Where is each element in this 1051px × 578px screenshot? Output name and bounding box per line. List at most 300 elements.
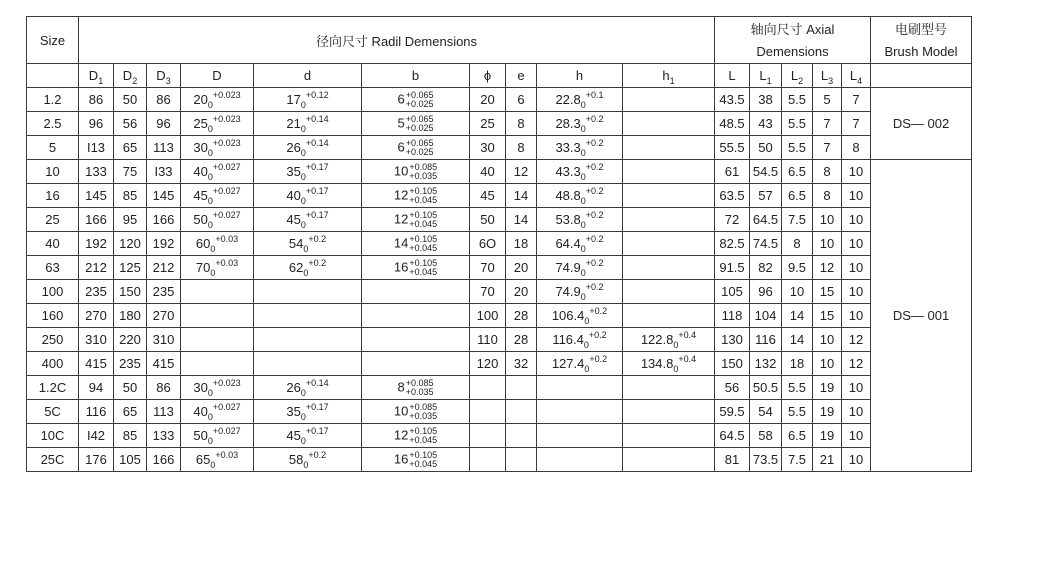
cell-l: 91.5 [715, 256, 750, 280]
cell-d1: 310 [79, 328, 114, 352]
cell-d2: 65 [114, 136, 147, 160]
tolerance-upper: +0.17 [305, 426, 329, 436]
cell-l: 72 [715, 208, 750, 232]
cell-d2: 95 [114, 208, 147, 232]
column-header-base: L [759, 68, 767, 83]
cell-l1: 58 [750, 424, 782, 448]
cell-d3: 212 [147, 256, 181, 280]
radial-dimensions-header: 径向尺寸 Radil Demensions [79, 17, 715, 64]
cell-d2: 50 [114, 376, 147, 400]
tolerance-lower-zero: 0 [300, 220, 306, 230]
tolerance-lower: +0.045 [409, 194, 438, 205]
nominal-value: 122.8 [640, 332, 674, 347]
cell-l3: 19 [813, 424, 842, 448]
cell-l1: 50.5 [750, 376, 782, 400]
cell-l1: 82 [750, 256, 782, 280]
cell-d3: 86 [147, 88, 181, 112]
tolerance-lower-zero: 0 [300, 124, 306, 134]
tolerance-upper: +0.065 [405, 137, 434, 148]
cell-d1: 86 [79, 88, 114, 112]
tolerance-upper: +0.105 [409, 257, 438, 268]
tolerance-lower-zero: 0 [300, 436, 306, 446]
table-row [27, 448, 972, 472]
cell-h1 [623, 376, 715, 400]
nominal-value: 33.3 [555, 140, 581, 155]
nominal-value: 12 [393, 210, 409, 226]
cell-d2: 56 [114, 112, 147, 136]
column-header-base: D [88, 68, 99, 83]
nominal-value: 17 [286, 92, 301, 107]
tolerance-upper: +0.023 [212, 378, 241, 388]
cell-b [362, 136, 470, 160]
tolerance-lower-zero: 0 [580, 100, 586, 110]
tolerance-upper: +0.105 [409, 233, 438, 244]
cell-phi: 100 [470, 304, 506, 328]
table-row [27, 376, 972, 400]
cell-h1 [623, 160, 715, 184]
cell-l: 59.5 [715, 400, 750, 424]
tolerance-stack [406, 91, 434, 109]
tolerance-upper: +0.4 [678, 330, 697, 340]
tolerance-lower-zero: 0 [207, 220, 213, 230]
nominal-value: 30 [193, 380, 208, 395]
column-header-base: L [790, 68, 799, 83]
column-header-subscript: 1 [98, 76, 104, 86]
cell-d-inner [254, 328, 362, 352]
cell-d-outer [181, 160, 254, 184]
tolerance-upper: +0.085 [409, 401, 438, 412]
nominal-value: 40 [193, 164, 208, 179]
cell-l4: 10 [842, 424, 871, 448]
cell-d3: 145 [147, 184, 181, 208]
cell-l: 63.5 [715, 184, 750, 208]
cell-l3: 10 [813, 352, 842, 376]
column-header-l3 [813, 64, 842, 88]
tolerance-lower-zero: 0 [210, 460, 216, 470]
cell-phi: 30 [470, 136, 506, 160]
tolerance-lower-zero: 0 [210, 268, 216, 278]
column-header-base: d [303, 68, 312, 83]
cell-d-inner [254, 352, 362, 376]
cell-l2: 5.5 [782, 88, 813, 112]
cell-h [537, 376, 623, 400]
cell-l1: 50 [750, 136, 782, 160]
cell-phi: 6O [470, 232, 506, 256]
nominal-value: 12 [393, 426, 409, 442]
cell-l2: 14 [782, 304, 813, 328]
nominal-value: 127.4 [551, 356, 585, 371]
nominal-value: 20 [193, 92, 208, 107]
cell-l: 56 [715, 376, 750, 400]
tolerance-upper: +0.2 [585, 138, 604, 148]
cell-d-outer [181, 88, 254, 112]
tolerance-stack [406, 115, 434, 133]
tolerance-lower-zero: 0 [303, 244, 309, 254]
tolerance-lower-zero: 0 [580, 292, 586, 302]
tolerance-upper: +0.17 [305, 186, 329, 196]
cell-e [506, 448, 537, 472]
cell-b [362, 376, 470, 400]
nominal-value: 12 [393, 186, 409, 202]
tolerance-lower-zero: 0 [303, 268, 309, 278]
cell-l2: 18 [782, 352, 813, 376]
cell-h [537, 424, 623, 448]
cell-l: 81 [715, 448, 750, 472]
cell-b [362, 208, 470, 232]
size-cell: 16 [27, 184, 79, 208]
tolerance-upper: +0.027 [212, 402, 241, 412]
cell-d-outer [181, 280, 254, 304]
tolerance-lower-zero: 0 [580, 220, 586, 230]
tolerance-lower: +0.035 [409, 410, 438, 421]
cell-d-inner [254, 112, 362, 136]
size-header-blank [27, 64, 79, 88]
nominal-value: 10 [393, 162, 409, 178]
nominal-value: 50 [193, 428, 208, 443]
cell-d-inner [254, 88, 362, 112]
cell-d1: 270 [79, 304, 114, 328]
column-header-l2 [782, 64, 813, 88]
tolerance-stack [406, 379, 434, 397]
cell-d2: 235 [114, 352, 147, 376]
column-header-base: ϕ [483, 68, 492, 83]
cell-d-outer [181, 448, 254, 472]
tolerance-upper: +0.12 [305, 90, 329, 100]
brush-model-cell: DS— 001 [871, 160, 972, 472]
cell-l: 150 [715, 352, 750, 376]
cell-b [362, 160, 470, 184]
nominal-value: 26 [286, 140, 301, 155]
tolerance-lower-zero: 0 [300, 100, 306, 110]
cell-h [537, 304, 623, 328]
nominal-value: 45 [286, 212, 301, 227]
column-header-d2 [114, 64, 147, 88]
cell-e: 8 [506, 112, 537, 136]
nominal-value: 74.9 [555, 284, 581, 299]
cell-h1 [623, 328, 715, 352]
cell-d3: 192 [147, 232, 181, 256]
cell-e: 12 [506, 160, 537, 184]
nominal-value: 6 [397, 90, 405, 106]
cell-l4: 10 [842, 232, 871, 256]
column-header-l4 [842, 64, 871, 88]
nominal-value: 106.4 [551, 308, 585, 323]
size-cell: 5 [27, 136, 79, 160]
table-row [27, 328, 972, 352]
table-row [27, 256, 972, 280]
cell-d1: 192 [79, 232, 114, 256]
nominal-value: 48.8 [555, 188, 581, 203]
cell-b [362, 184, 470, 208]
brush-model-header-line1: 电刷型号 [871, 17, 972, 41]
cell-l4: 12 [842, 328, 871, 352]
cell-l2: 5.5 [782, 400, 813, 424]
cell-l2: 5.5 [782, 376, 813, 400]
nominal-value: 64.4 [555, 236, 581, 251]
tolerance-upper: +0.023 [212, 114, 241, 124]
cell-l1: 43 [750, 112, 782, 136]
tolerance-stack [409, 211, 437, 229]
nominal-value: 116.4 [552, 332, 584, 347]
cell-d-inner [254, 400, 362, 424]
nominal-value: 40 [286, 188, 301, 203]
nominal-value: 35 [286, 404, 301, 419]
cell-d-inner [254, 184, 362, 208]
table-row [27, 352, 972, 376]
cell-l1: 74.5 [750, 232, 782, 256]
cell-d3: 113 [147, 136, 181, 160]
column-header-d [254, 64, 362, 88]
tolerance-upper: +0.14 [305, 138, 329, 148]
axial-dimensions-header-line1: 轴向尺寸 Axial [715, 17, 871, 41]
cell-l3: 15 [813, 304, 842, 328]
tolerance-upper: +0.105 [409, 425, 438, 436]
size-cell: 2.5 [27, 112, 79, 136]
cell-h1 [623, 352, 715, 376]
tolerance-upper: +0.2 [585, 210, 604, 220]
column-header-subscript: 3 [165, 76, 171, 86]
dimension-table [26, 16, 972, 472]
cell-h1 [623, 400, 715, 424]
table-row [27, 304, 972, 328]
cell-d-outer [181, 400, 254, 424]
tolerance-lower: +0.045 [409, 434, 438, 445]
cell-d-outer [181, 376, 254, 400]
size-cell: 160 [27, 304, 79, 328]
cell-h [537, 88, 623, 112]
cell-d-outer [181, 424, 254, 448]
nominal-value: 58 [288, 452, 304, 467]
nominal-value: 50 [193, 212, 208, 227]
cell-l1: 132 [750, 352, 782, 376]
cell-d-inner [254, 376, 362, 400]
cell-l: 82.5 [715, 232, 750, 256]
column-header-row [27, 64, 972, 88]
tolerance-lower-zero: 0 [300, 172, 306, 182]
brush-model-header-blank [871, 64, 972, 88]
column-header-subscript: 1 [669, 76, 675, 86]
cell-l3: 7 [813, 136, 842, 160]
tolerance-upper: +0.2 [589, 306, 608, 316]
cell-d-inner [254, 208, 362, 232]
cell-l1: 116 [750, 328, 782, 352]
cell-l: 105 [715, 280, 750, 304]
table-row [27, 280, 972, 304]
cell-phi: 50 [470, 208, 506, 232]
column-header-base: h [575, 68, 584, 83]
cell-l3: 21 [813, 448, 842, 472]
cell-b [362, 328, 470, 352]
cell-h [537, 328, 623, 352]
table-row [27, 424, 972, 448]
size-cell: 250 [27, 328, 79, 352]
nominal-value: 40 [193, 404, 208, 419]
cell-e: 14 [506, 208, 537, 232]
cell-d3: 310 [147, 328, 181, 352]
cell-phi: 25 [470, 112, 506, 136]
size-cell: 5C [27, 400, 79, 424]
cell-d1: 133 [79, 160, 114, 184]
cell-e: 6 [506, 88, 537, 112]
cell-d-outer [181, 352, 254, 376]
size-cell: 25 [27, 208, 79, 232]
cell-l4: 7 [842, 112, 871, 136]
cell-phi: 20 [470, 88, 506, 112]
tolerance-upper: +0.105 [409, 185, 438, 196]
cell-d2: 180 [114, 304, 147, 328]
cell-l1: 73.5 [750, 448, 782, 472]
column-header-base: D [156, 68, 166, 83]
tolerance-upper: +0.2 [585, 186, 604, 196]
cell-l2: 7.5 [782, 448, 813, 472]
cell-d2: 75 [114, 160, 147, 184]
cell-e: 20 [506, 280, 537, 304]
cell-l3: 8 [813, 160, 842, 184]
column-header-base: h [662, 68, 670, 83]
cell-l2: 5.5 [782, 112, 813, 136]
cell-d3: 270 [147, 304, 181, 328]
tolerance-lower-zero: 0 [673, 364, 679, 374]
table-row [27, 112, 972, 136]
cell-b [362, 304, 470, 328]
cell-d-outer [181, 184, 254, 208]
tolerance-stack [409, 187, 437, 205]
column-header-l1 [750, 64, 782, 88]
cell-h [537, 232, 623, 256]
cell-phi [470, 400, 506, 424]
cell-l2: 8 [782, 232, 813, 256]
cell-l4: 8 [842, 136, 871, 160]
column-header-subscript: 2 [132, 76, 138, 86]
nominal-value: 134.8 [640, 356, 674, 371]
nominal-value: 22.8 [555, 92, 581, 107]
nominal-value: 25 [193, 116, 208, 131]
table-body [27, 88, 972, 472]
cell-d-inner [254, 136, 362, 160]
nominal-value: 30 [193, 140, 208, 155]
nominal-value: 16 [393, 258, 409, 274]
tolerance-upper: +0.065 [405, 89, 434, 100]
cell-h [537, 160, 623, 184]
tolerance-upper: +0.2 [585, 162, 604, 172]
column-header-d3 [147, 64, 181, 88]
cell-l1: 54.5 [750, 160, 782, 184]
cell-e: 14 [506, 184, 537, 208]
size-cell: 400 [27, 352, 79, 376]
tolerance-lower-zero: 0 [300, 196, 306, 206]
tolerance-upper: +0.03 [215, 234, 239, 244]
column-header-l [715, 64, 750, 88]
cell-h [537, 112, 623, 136]
cell-d3: 166 [147, 208, 181, 232]
cell-l: 61 [715, 160, 750, 184]
cell-l4: 12 [842, 352, 871, 376]
cell-l4: 10 [842, 280, 871, 304]
cell-e: 28 [506, 304, 537, 328]
tolerance-upper: +0.027 [212, 210, 241, 220]
tolerance-upper: +0.2 [588, 330, 607, 340]
tolerance-upper: +0.085 [409, 161, 438, 172]
column-header-base: L [849, 68, 858, 83]
cell-l1: 54 [750, 400, 782, 424]
tolerance-upper: +0.03 [215, 450, 239, 460]
tolerance-upper: +0.4 [678, 354, 697, 364]
cell-h1 [623, 184, 715, 208]
cell-h1 [623, 112, 715, 136]
cell-d1: 176 [79, 448, 114, 472]
nominal-value: 16 [393, 450, 409, 466]
tolerance-lower-zero: 0 [207, 196, 213, 206]
tolerance-lower-zero: 0 [583, 340, 589, 350]
tolerance-lower-zero: 0 [207, 100, 213, 110]
cell-d-inner [254, 256, 362, 280]
cell-h [537, 448, 623, 472]
cell-d-inner [254, 304, 362, 328]
cell-phi: 120 [470, 352, 506, 376]
cell-b [362, 352, 470, 376]
tolerance-upper: +0.023 [212, 138, 241, 148]
cell-l4: 10 [842, 208, 871, 232]
cell-l4: 10 [842, 376, 871, 400]
tolerance-upper: +0.17 [305, 210, 329, 220]
column-header-e [506, 64, 537, 88]
tolerance-stack [409, 235, 437, 253]
cell-d1: 145 [79, 184, 114, 208]
cell-l1: 104 [750, 304, 782, 328]
size-header: Size [27, 17, 79, 64]
tolerance-lower-zero: 0 [207, 172, 213, 182]
column-header-base: L [820, 68, 829, 83]
tolerance-lower: +0.035 [409, 170, 438, 181]
cell-l1: 96 [750, 280, 782, 304]
cell-l3: 10 [813, 328, 842, 352]
cell-d3: 113 [147, 400, 181, 424]
table-row [27, 400, 972, 424]
tolerance-lower-zero: 0 [207, 388, 213, 398]
tolerance-lower-zero: 0 [580, 148, 586, 158]
nominal-value: 70 [195, 260, 211, 275]
tolerance-lower: +0.045 [409, 218, 438, 229]
cell-h1 [623, 280, 715, 304]
tolerance-lower-zero: 0 [303, 460, 309, 470]
cell-d1: 94 [79, 376, 114, 400]
cell-phi: 40 [470, 160, 506, 184]
cell-l1: 38 [750, 88, 782, 112]
cell-d-outer [181, 328, 254, 352]
cell-h1 [623, 256, 715, 280]
size-cell: 40 [27, 232, 79, 256]
cell-l: 64.5 [715, 424, 750, 448]
cell-l3: 19 [813, 376, 842, 400]
column-header-h [537, 64, 623, 88]
cell-e [506, 400, 537, 424]
cell-h [537, 208, 623, 232]
cell-d1: 96 [79, 112, 114, 136]
tolerance-lower: +0.025 [405, 122, 434, 133]
tolerance-lower-zero: 0 [300, 412, 306, 422]
cell-e: 8 [506, 136, 537, 160]
nominal-value: 10 [393, 402, 409, 418]
cell-b [362, 232, 470, 256]
cell-l2: 6.5 [782, 184, 813, 208]
tolerance-upper: +0.085 [405, 377, 434, 388]
cell-l4: 10 [842, 184, 871, 208]
cell-d3: 86 [147, 376, 181, 400]
nominal-value: 35 [286, 164, 301, 179]
tolerance-upper: +0.2 [585, 114, 604, 124]
table-row [27, 160, 972, 184]
cell-b [362, 256, 470, 280]
